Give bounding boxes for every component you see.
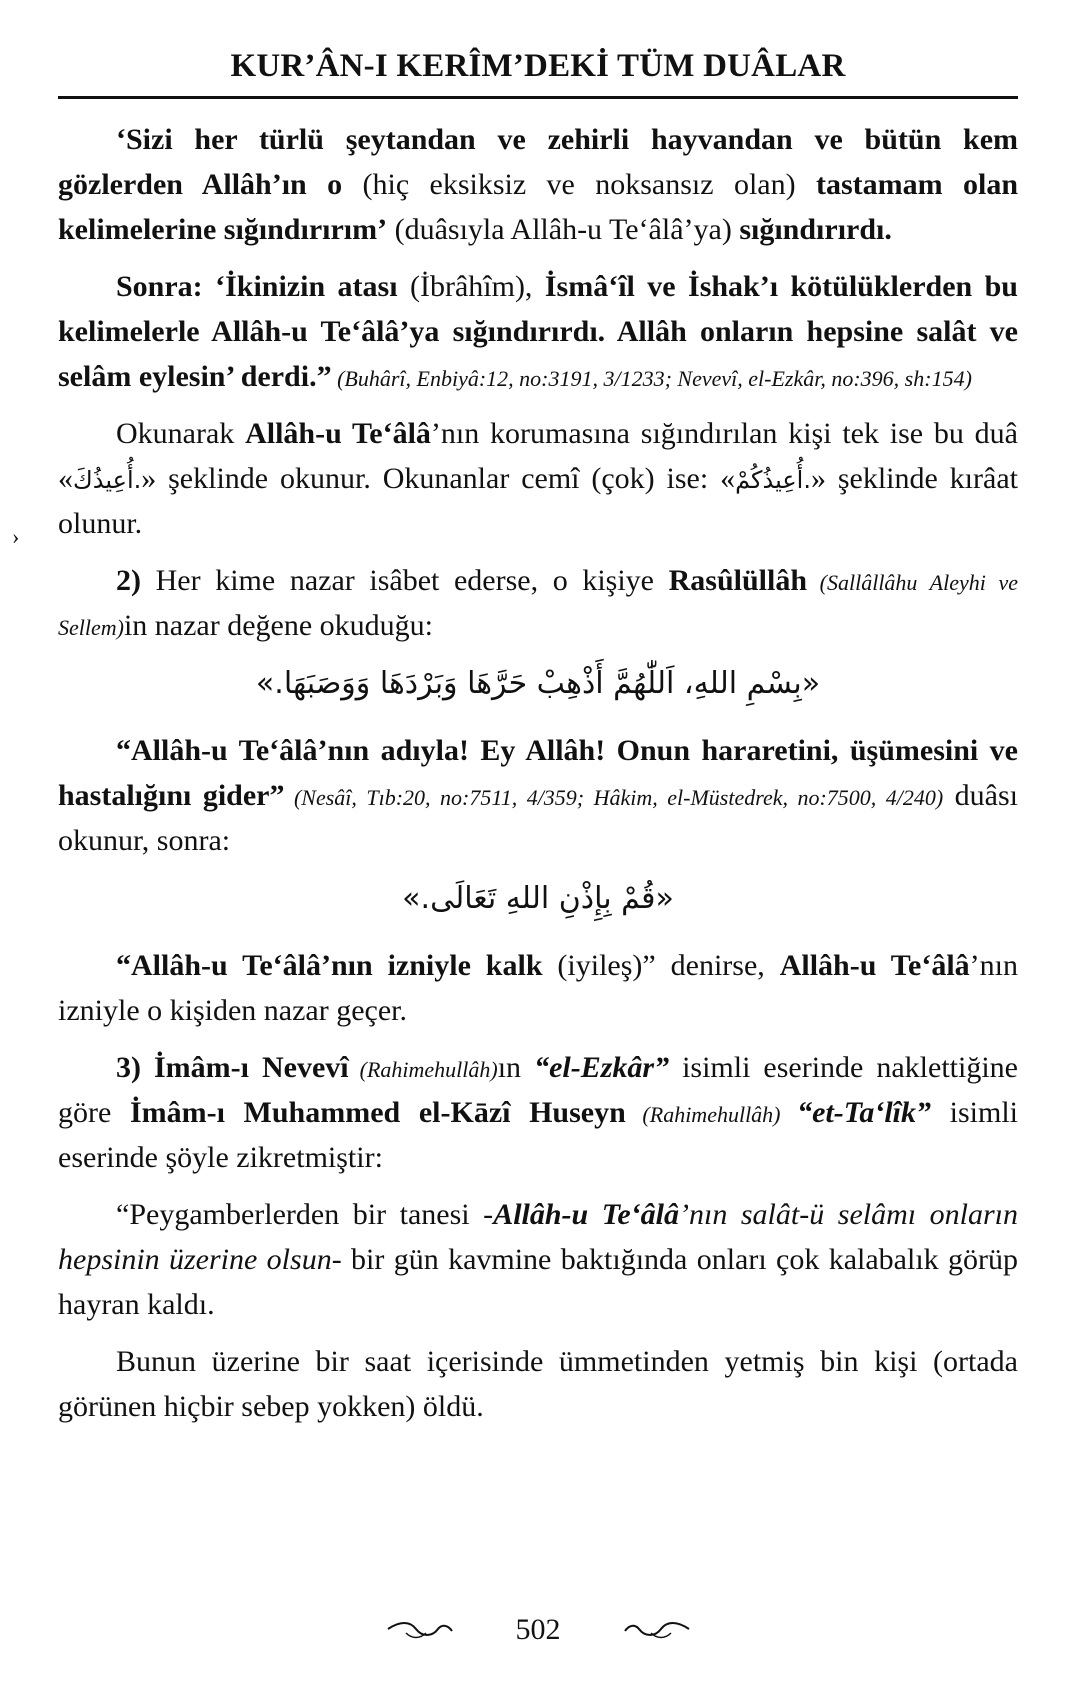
bold-italic-title: “el-Ezkâr” [534, 1051, 670, 1085]
arabic-inline: أُعِيذُكُمْ. [735, 466, 811, 495]
text: » şeklinde kırâat olunur. [58, 462, 1018, 541]
bold-text: ‘Sizi her türlü şeytandan ve zehirli hayvandan ve bütün kem gözlerden Allâh’ın o [58, 123, 1018, 202]
arabic-prayer-2: «قُمْ بِإِذْنِ اللهِ تَعَالَى.» [402, 881, 674, 917]
bold-text: “Allâh-u Te‘âlâ’nın izniyle kalk [116, 949, 543, 983]
text: Her kime nazar isâbet ederse, o kişiye [141, 564, 669, 598]
paragraph-9 [58, 1339, 1018, 1429]
bold-text: İsmâ‘îl ve İshak’ı kötülüklerden bu kelimelerle Allâh-u Te‘âlâ’ya sığındırırdı. Allâh onların hepsine salât ve selâm eylesin’ derdi.” [58, 270, 1018, 394]
bold-text: 2) [116, 564, 141, 598]
bold-text: Rasûlüllâh [668, 564, 808, 598]
ornament-left-icon [386, 1619, 456, 1641]
italic-text: ’nın salât-ü selâmı onların hepsinin üzerine olsun [58, 1198, 1018, 1277]
page-footer [58, 1606, 1018, 1654]
text: (hiç eksiksiz ve noksansız olan) [342, 168, 816, 202]
text: ’nın korumasına sığındırılan kişi tek ise bu duâ « [58, 417, 1018, 496]
italic-text: (Rahimehullâh) [625, 1102, 798, 1128]
text: » şeklinde okunur. Okunanlar cemî (çok) ise: « [141, 462, 736, 496]
arabic-prayer-1: «بِسْمِ اللهِ، اَللّٰهُمَّ أَذْهِبْ حَرَّهَا وَبَرْدَهَا وَوَصَبَهَا.» [255, 666, 821, 702]
paragraph-6 [58, 943, 1018, 1033]
text: (İbrâhîm), [397, 270, 545, 304]
bold-text: Allâh-u Te‘âlâ [245, 417, 431, 451]
bold-text: “Allâh-u Te‘âlâ’nın adıyla! Ey Allâh! Onun hararetini, üşümesini ve hastalığını gider” [58, 734, 1018, 813]
bold-italic-title: “et-Ta‘lîk” [797, 1096, 932, 1130]
book-page [58, 48, 1018, 1678]
body-text [58, 117, 1018, 1429]
italic-text: (Sallâllâhu Aleyhi ve Sellem) [58, 570, 1018, 641]
paragraph-5 [58, 728, 1018, 863]
citation: (Nesâî, Tıb:20, no:7511, 4/359; Hâkim, el-Müstedrek, no:7500, 4/240) [284, 785, 944, 811]
text: - bir gün kavmine baktığında onları çok kalabalık görüp hayran kaldı. [58, 1243, 1018, 1322]
text: in nazar değene okuduğu: [123, 609, 434, 643]
running-head: KUR’ÂN-I KERÎM’DEKİ TÜM DUÂLAR [58, 48, 1018, 99]
bold-italic-text: Allâh-u Te‘âlâ [493, 1198, 679, 1232]
paragraph-4 [58, 558, 1018, 648]
text: ın [497, 1051, 535, 1085]
margin-mark: › [12, 524, 20, 549]
bold-text: Sonra: ‘İkinizin atası [116, 270, 398, 304]
paragraph-2 [58, 264, 1018, 399]
page-number: 502 [515, 1613, 561, 1646]
bold-text: sığındırırdı. [739, 213, 892, 247]
bold-text: Allâh-u Te‘âlâ [779, 949, 970, 983]
citation: (Buhârî, Enbiyâ:12, no:3191, 3/1233; Nevevî, el-Ezkâr, no:396, sh:154) [331, 366, 972, 392]
text: (duâsıyla Allâh-u Te‘âlâ’ya) [387, 213, 740, 247]
paragraph-8 [58, 1192, 1018, 1327]
arabic-inline: أُعِيذُكَ. [73, 466, 142, 495]
text: isimli eserinde naklettiğine göre [58, 1051, 1018, 1130]
ornament-right-icon [621, 1619, 691, 1641]
bold-text: İmâm-ı Muhammed el-Kāzî Huseyn [129, 1096, 626, 1130]
text: (iyileş)” denirse, [542, 949, 780, 983]
paragraph-7 [58, 1045, 1018, 1180]
bold-text: 3) İmâm-ı Nevevî [116, 1051, 349, 1085]
paragraph-3 [58, 411, 1018, 546]
text: duâsı okunur, sonra: [58, 779, 1019, 858]
bold-text: tastamam olan kelimelerine sığındırırım’ [58, 168, 1019, 247]
text: “Peygamberlerden bir tanesi - [116, 1198, 494, 1232]
text: ’nın izniyle o kişiden nazar geçer. [58, 949, 1018, 1028]
text: Bunun üzerine bir saat içerisinde ümmetinden yetmiş bin kişi (ortada görünen hiçbir sebep yokken) öldü. [58, 1345, 1018, 1424]
italic-text: (Rahimehullâh) [348, 1057, 498, 1083]
text: Okunarak [116, 417, 246, 451]
text: isimli eserinde şöyle zikretmiştir: [58, 1096, 1018, 1175]
paragraph-1 [58, 117, 1018, 252]
